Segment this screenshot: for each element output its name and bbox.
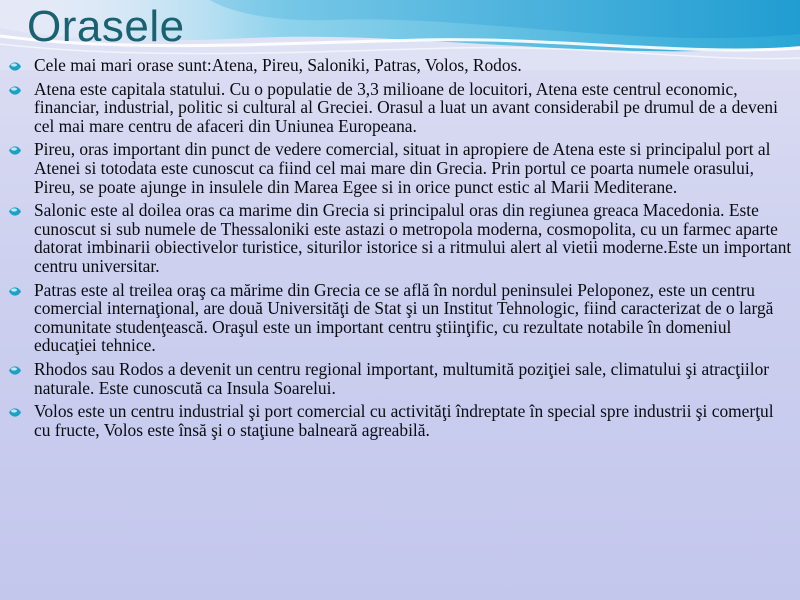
bullet-icon bbox=[8, 206, 22, 217]
bullet-icon bbox=[8, 145, 22, 156]
bullet-icon bbox=[8, 85, 22, 96]
bullet-item bbox=[8, 56, 792, 75]
slide-title: Orasele bbox=[27, 2, 185, 51]
bullet-icon bbox=[8, 286, 22, 297]
bullet-item bbox=[8, 140, 792, 196]
bullet-text: Rhodos sau Rodos a devenit un centru regional important, multumită poziţiei sale, climatului şi atracţiilor naturale. Este cunoscută ca Insula Soarelui. bbox=[34, 358, 770, 398]
bullet-item bbox=[8, 281, 792, 355]
bullet-icon bbox=[8, 407, 22, 418]
bullet-item bbox=[8, 80, 792, 136]
bullet-text: Volos este un centru industrial şi port comercial cu activităţi îndreptate în special spre industrii şi comerţul cu fructe, Volos este însă şi o staţiune balneară agreabilă. bbox=[34, 401, 774, 440]
bullet-text: Patras este al treilea oraş ca mărime din Grecia ce se află în nordul peninsulei Peloponez, este un centru comercial internaţional, are două Universităţi de Stat şi un Institut Tehnologic, fiind caracterizat de o largă comunitate studenţească. Oraşul este un important centru ştiinţific, cu rezultate notabile în domeniul educaţiei tehnice. bbox=[34, 279, 774, 356]
bullet-item bbox=[8, 360, 792, 397]
bullet-list bbox=[8, 56, 792, 444]
bullet-item bbox=[8, 402, 792, 439]
bullet-text: Atena este capitala statului. Cu o populatie de 3,3 milioane de locuitori, Atena este centrul economic, financiar, industrial, politic si cultural al Greciei. Orasul a luat un avant considerabil pe drumul de a deveni cel mai mare centru de afaceri din Uniunea Europeana. bbox=[34, 78, 778, 136]
bullet-icon bbox=[8, 365, 22, 376]
bullet-item bbox=[8, 201, 792, 275]
bullet-icon bbox=[8, 61, 22, 72]
bullet-text: Cele mai mari orase sunt:Atena, Pireu, Saloniki, Patras, Volos, Rodos. bbox=[34, 55, 522, 75]
bullet-text: Pireu, oras important din punct de vedere comercial, situat in apropiere de Atena este si principalul port al Atenei si totodata este cunoscut ca fiind cel mai mare din Grecia. Prin portul ce poarta numele orasului, Pireu, se poate ajunge in insulele din Marea Egee si in orice punct estic al Marii Mediterane. bbox=[34, 139, 771, 197]
bullet-text: Salonic este al doilea oras ca marime din Grecia si principalul oras din regiunea greaca Macedonia. Este cunoscut si sub numele de Thessaloniki este astazi o metropola moderna, cosmopolita, cu un farmec aparte datorat imbinarii obiectivelor turistice, siturilor istorice si a ritmului alert al vietii moderne.Este un important centru universitar. bbox=[34, 200, 792, 276]
